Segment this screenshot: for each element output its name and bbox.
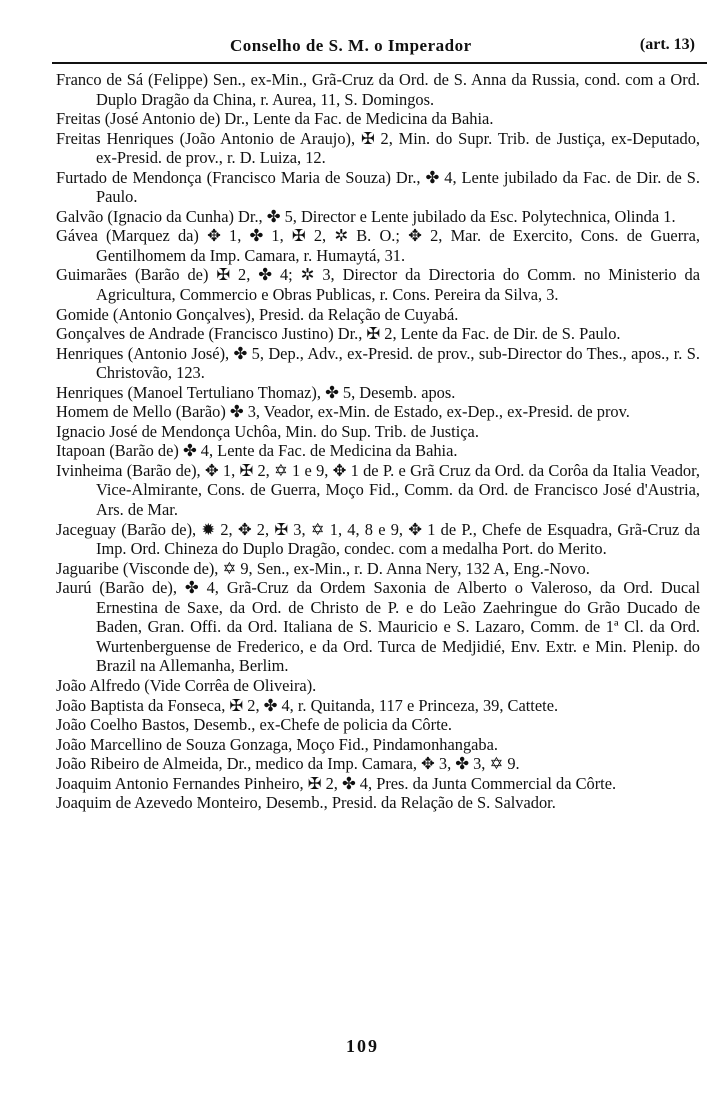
list-entry: Gomide (Antonio Gonçalves), Presid. da Relação de Cuyabá. <box>56 304 459 324</box>
list-entry: Jaguaribe (Visconde de), ✡ 9, Sen., ex-Min., r. D. Anna Nery, 132 A, Eng.-Novo. <box>56 558 590 578</box>
list-entry: João Baptista da Fonseca, ✠ 2, ✤ 4, r. Quitanda, 117 e Princeza, 39, Cattete. <box>56 695 559 715</box>
list-entry: Galvão (Ignacio da Cunha) Dr., ✤ 5, Director e Lente jubilado da Esc. Polytechnica, Olinda 1. <box>56 206 676 226</box>
header-rule <box>52 62 707 64</box>
header-title: Conselho de S. M. o Imperador <box>230 36 472 55</box>
page-number: 109 <box>346 1036 379 1056</box>
list-entry: Joaquim de Azevedo Monteiro, Desemb., Presid. da Relação de S. Salvador. <box>56 793 556 813</box>
list-entry: Homem de Mello (Barão) ✤ 3, Veador, ex-Min. de Estado, ex-Dep., ex-Presid. de prov. <box>56 402 630 422</box>
list-entry: Franco de Sá (Felippe) Sen., ex-Min., Grã-Cruz da Ord. de S. Anna da Russia, cond. com a Ord. Duplo Dragão da China, r. Aurea, 11, S. Domingos. <box>56 70 700 109</box>
list-entry: Furtado de Mendonça (Francisco Maria de Souza) Dr., ✤ 4, Lente jubilado da Fac. de Dir. de S. Paulo. <box>56 167 700 207</box>
list-entry: Freitas (José Antonio de) Dr., Lente da Fac. de Medicina da Bahia. <box>56 109 494 129</box>
list-entry: Gávea (Marquez da) ✥ 1, ✤ 1, ✠ 2, ✲ B. O.; ✥ 2, Mar. de Exercito, Cons. de Guerra, Gentilhomem da Imp. Camara, r. Humaytá, 31. <box>56 226 700 265</box>
list-entry: Ivinheima (Barão de), ✥ 1, ✠ 2, ✡ 1 e 9, ✥ 1 de P. e Grã Cruz da Ord. da Corôa da Italia Veador, Vice-Almirante, Cons. de Guerra, Moço Fid., Comm. da Ord. de Francisco José d'Austria, Ars. de Mar. <box>56 460 700 520</box>
list-entry: João Ribeiro de Almeida, Dr., medico da Imp. Camara, ✥ 3, ✤ 3, ✡ 9. <box>56 754 520 774</box>
list-entry: Itapoan (Barão de) ✤ 4, Lente da Fac. de Medicina da Bahia. <box>56 441 458 461</box>
entry-list <box>56 70 700 813</box>
list-entry: Guimarães (Barão de) ✠ 2, ✤ 4; ✲ 3, Director da Directoria do Comm. no Ministerio da Agricultura, Commercio e Obras Publicas, r. Cons. Pereira da Silva, 3. <box>56 265 700 305</box>
article-reference: (art. 13) <box>639 36 695 53</box>
list-entry: Jaceguay (Barão de), ✹ 2, ✥ 2, ✠ 3, ✡ 1, 4, 8 e 9, ✥ 1 de P., Chefe de Esquadra, Grã-Cruz da Imp. Ord. Chineza do Duplo Dragão, condec. com a medalha Port. do Merito. <box>56 519 700 559</box>
list-entry: Joaquim Antonio Fernandes Pinheiro, ✠ 2, ✤ 4, Pres. da Junta Commercial da Côrte. <box>56 773 617 793</box>
list-entry: Henriques (Manoel Tertuliano Thomaz), ✤ 5, Desemb. apos. <box>56 382 456 402</box>
list-entry: João Alfredo (Vide Corrêa de Oliveira). <box>56 675 317 695</box>
list-entry: Jaurú (Barão de), ✤ 4, Grã-Cruz da Ordem Saxonia de Alberto o Valeroso, da Ord. Ducal Ernestina de Saxe, da Ord. de Christo de P. e do Leão Zaehringue do Grão Ducado de Baden, Gran. Offi. da Ord. Italiana de S. Mauricio e S. Lazaro, Comm. de 1ª Cl. da Ord. Wurtenberguense de Frederico, e da Ord. Turca de Medjidié, Env. Extr. e Min. Plenip. do Brazil na Allemanha, Berlim. <box>56 578 700 676</box>
list-entry: João Marcellino de Souza Gonzaga, Moço Fid., Pindamonhangaba. <box>56 734 498 754</box>
list-entry: Henriques (Antonio José), ✤ 5, Dep., Adv., ex-Presid. de prov., sub-Director do Thes., apos., r. S. Christovão, 123. <box>56 343 700 383</box>
list-entry: João Coelho Bastos, Desemb., ex-Chefe de policia da Côrte. <box>56 715 453 735</box>
list-entry: Gonçalves de Andrade (Francisco Justino) Dr., ✠ 2, Lente da Fac. de Dir. de S. Paulo. <box>56 324 621 344</box>
list-entry: Ignacio José de Mendonça Uchôa, Min. do Sup. Trib. de Justiça. <box>56 421 479 441</box>
list-entry: Freitas Henriques (João Antonio de Araujo), ✠ 2, Min. do Supr. Trib. de Justiça, ex-Deputado, ex-Presid. de prov., r. D. Luiza, 12. <box>56 128 700 168</box>
